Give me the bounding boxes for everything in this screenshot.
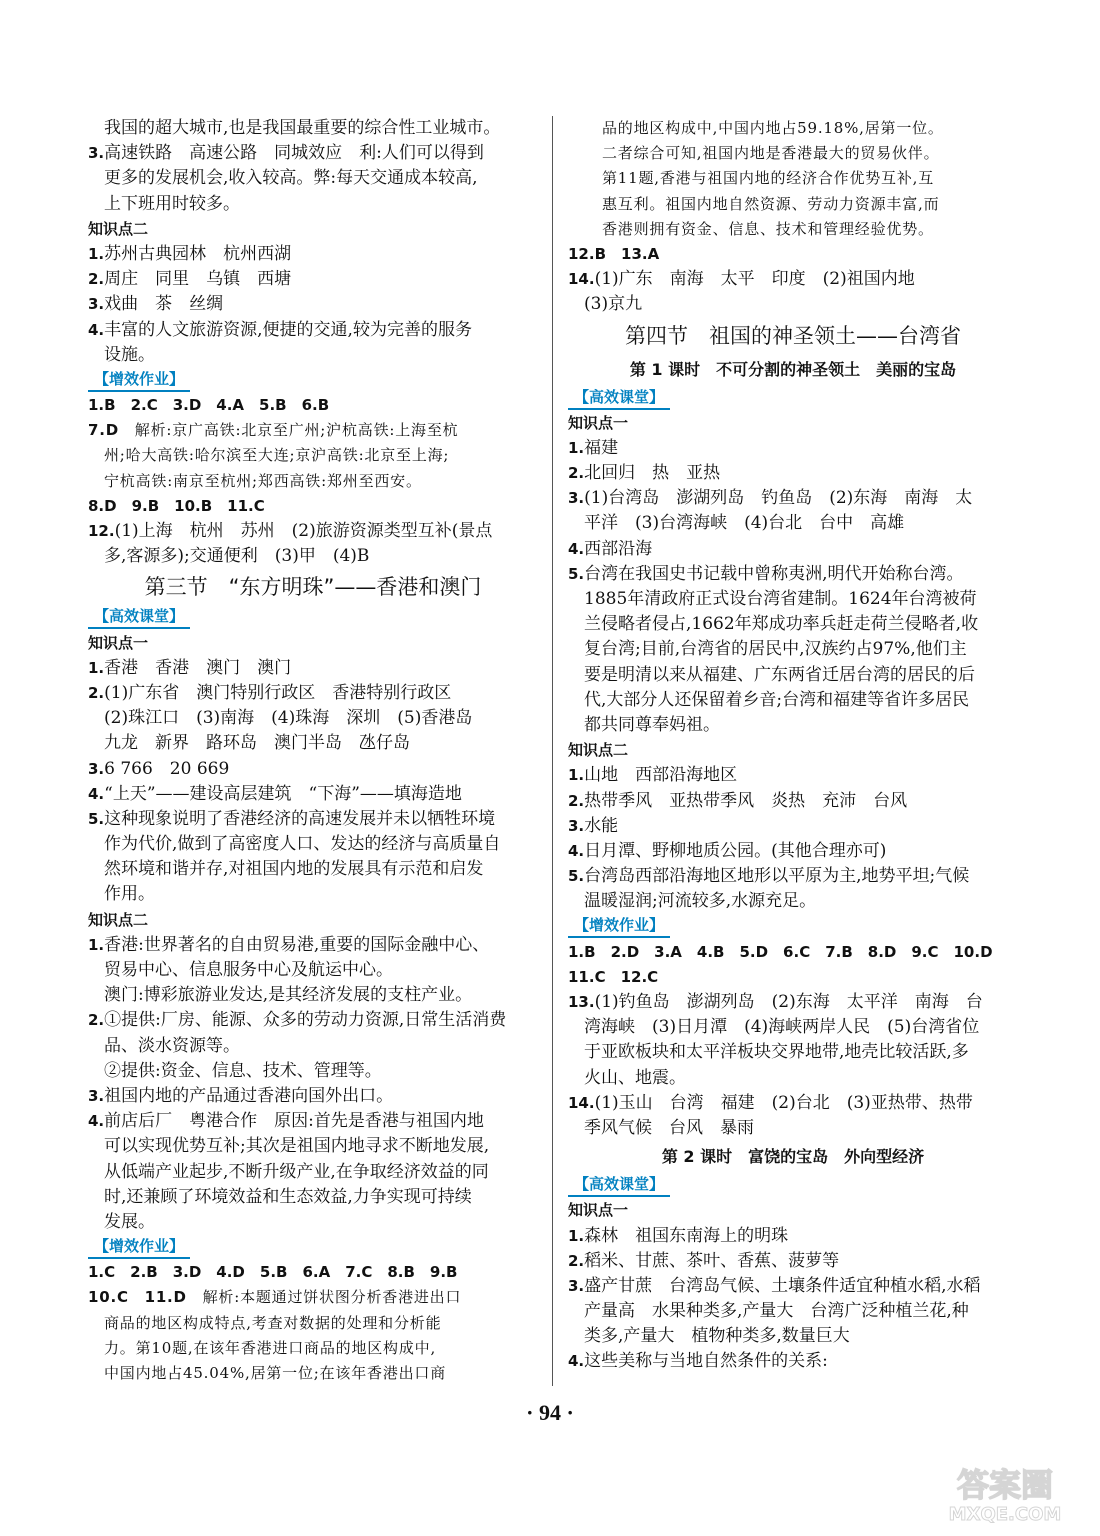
answer-line [568, 814, 1018, 839]
answer-line: 都共同尊奉妈祖。 [584, 714, 720, 735]
section-tag: 【增效作业】 [568, 915, 670, 938]
answer-line: 类多,产量大 植物种类多,数量巨大 [584, 1326, 850, 1347]
question-number: 10.C 11.D [88, 1288, 187, 1307]
answer-line [568, 486, 1018, 511]
answer-line: (3)京九 [584, 294, 643, 315]
answer-text: (1)广东 南海 太平 印度 (2)祖国内地 [594, 269, 915, 290]
answer-text: 前店后厂 粤港合作 原因:首先是香港与祖国内地 [104, 1111, 484, 1132]
answer-line: 火山、地震。 [584, 1067, 686, 1088]
answer-line: 从低端产业起步,不断升级产业,在争取经济效益的同 [104, 1161, 489, 1182]
question-number: 2. [568, 1251, 585, 1270]
answer-text: 香港:世界著名的自由贸易港,重要的国际金融中心、 [104, 934, 490, 955]
answer-line: 时,还兼顾了环境效益和生态效益,力争实现可持续 [104, 1186, 472, 1207]
answer-text: 这种现象说明了香港经济的高速发展并未以牺牲环境 [104, 808, 496, 829]
answer-line: 代,大部分人还保留着乡音;台湾和福建等省许多居民 [584, 689, 970, 710]
answer-line [88, 1008, 538, 1033]
section-tag: 【高效课堂】 [568, 1174, 670, 1197]
answer-line [568, 864, 1018, 889]
answer-line: 发展。 [104, 1211, 155, 1232]
answer-line: 要是明清以来从福建、广东两省迁居台湾的居民的后 [584, 664, 975, 685]
answer-line: 兰侵略者侵占,1662年郑成功率兵赶走荷兰侵略者,收 [584, 614, 979, 635]
answer-line [88, 242, 538, 267]
section-tag-row [88, 1235, 538, 1260]
answer-line: 1885年清政府正式设台湾省建制。1624年台湾被荷 [584, 589, 977, 609]
question-number: 2. [88, 683, 105, 702]
answer-text: (1)钓鱼岛 澎湖列岛 (2)东海 太平洋 南海 台 [594, 992, 983, 1012]
answer-line [88, 1109, 538, 1134]
answer-line [568, 1091, 1018, 1116]
answer-line: 惠互利。祖国内地自然资源、劳动力资源丰富,而 [602, 194, 940, 213]
knowledge-point-heading: 知识点二 [568, 741, 629, 760]
answer-line [88, 267, 538, 292]
lesson-heading: 第 2 课时 富饶的宝岛 外向型经济 [661, 1147, 925, 1167]
lesson-heading: 第 1 课时 不可分割的神圣领土 美丽的宝岛 [629, 359, 957, 379]
right-column [568, 116, 1018, 1375]
answer-line: 作用。 [104, 884, 155, 905]
answer-line: 品、淡水资源等。 [104, 1035, 240, 1056]
answer-line [88, 807, 538, 832]
answer-line: 8.D 9.B 10.B 11.C [88, 496, 265, 515]
answer-text: 盛产甘蔗 台湾岛气候、土壤条件适宜种植水稻,水稻 [584, 1275, 981, 1296]
question-number: 14. [568, 270, 595, 289]
knowledge-point-heading: 知识点一 [568, 413, 629, 432]
left-column [88, 116, 538, 1386]
answer-line: 多,客源多);交通便利 (3)甲 (4)B [104, 546, 370, 567]
answer-text: 稻米、甘蔗、茶叶、香蕉、菠萝等 [584, 1250, 840, 1271]
answer-line [568, 537, 1018, 562]
answer-line: 商品的地区构成特点,考查对数据的处理和分析能 [104, 1313, 442, 1332]
answer-line [568, 461, 1018, 486]
question-number: 3. [568, 489, 585, 508]
section-tag-row [88, 368, 538, 393]
answer-line [568, 1274, 1018, 1299]
answer-line: 1.B 2.D 3.A 4.B 5.D 6.C 7.B 8.D 9.C 10.D [568, 942, 993, 961]
answer-text: 台湾在我国史书记载中曾称夷洲,明代开始称台湾。 [584, 563, 964, 584]
question-number: 1. [88, 244, 105, 263]
answer-line: 温暖湿润;河流较多,水源充足。 [584, 891, 817, 912]
answer-line [88, 782, 538, 807]
answer-line: 11.C 12.C [568, 967, 659, 986]
question-number: 5. [88, 809, 105, 828]
answer-line: 品的地区构成中,中国内地占59.18%,居第一位。 [602, 119, 944, 137]
answer-line: 九龙 新界 路环岛 澳门半岛 氹仔岛 [104, 733, 410, 754]
answer-text: 祖国内地的产品通过香港向国外出口。 [104, 1085, 394, 1106]
section-tag-row [88, 605, 538, 630]
answer-line: 中国内地占45.04%,居第一位;在该年香港出口商 [104, 1364, 447, 1382]
answer-line [88, 757, 538, 782]
answer-text: 日月潭、野柳地质公园。(其他合理亦可) [584, 840, 887, 861]
answer-line [568, 763, 1018, 788]
answer-line: 湾海峡 (3)日月潭 (4)海峡两岸人民 (5)台湾省位 [584, 1017, 980, 1038]
answer-text: 热带季风 亚热带季风 炎热 充沛 台风 [584, 790, 908, 811]
page-number: · 94 · [526, 1400, 574, 1425]
answer-line: 1.B 2.C 3.D 4.A 5.B 6.B [88, 396, 330, 415]
question-number: 3. [88, 1086, 105, 1105]
answer-line: 可以实现优势互补;其次是祖国内地寻求不断地发展, [104, 1136, 490, 1157]
answer-text: 解析:京广高铁:北京至广州;沪杭高铁:上海至杭 [119, 421, 459, 440]
knowledge-point-heading: 知识点二 [88, 219, 149, 238]
question-number: 3. [568, 1276, 585, 1295]
answer-line: 季风气候 台风 暴雨 [584, 1117, 754, 1138]
answer-text: 山地 西部沿海地区 [584, 765, 738, 786]
answer-line: 1.C 2.B 3.D 4.D 5.B 6.A 7.C 8.B 9.B [88, 1263, 458, 1282]
answer-text: 台湾岛西部沿海地区地形以平原为主,地势平坦;气候 [584, 866, 970, 887]
watermark-text-url: MXQE.COM [948, 1504, 1062, 1525]
question-number: 1. [88, 935, 105, 954]
answer-line: 作为代价,做到了高密度人口、发达的经济与高质量自 [104, 834, 501, 855]
answer-line: 于亚欧板块和太平洋板块交界地带,地壳比较活跃,多 [584, 1042, 969, 1063]
question-number: 2. [568, 791, 585, 810]
answer-line [568, 436, 1018, 461]
answer-text: 高速铁路 高速公路 同城效应 利:人们可以得到 [104, 143, 484, 164]
question-number: 4. [88, 784, 105, 803]
answer-line: 平洋 (3)台湾海峡 (4)台北 台中 高雄 [584, 513, 905, 534]
question-number: 1. [568, 438, 585, 457]
question-number: 1. [88, 658, 105, 677]
answer-line [568, 267, 1018, 292]
answer-line [88, 681, 538, 706]
answer-text: (1)广东省 澳门特别行政区 香港特别行政区 [104, 682, 452, 703]
watermark-logo [930, 1458, 1080, 1528]
answer-line: 复台湾;目前,台湾省的居民中,汉族约占97%,他们主 [584, 639, 967, 660]
answer-line: (2)珠江口 (3)南海 (4)珠海 深圳 (5)香港岛 [104, 708, 473, 729]
answer-line: 然环境和谐并存,对祖国内地的发展具有示范和启发 [104, 859, 484, 880]
answer-line [568, 1224, 1018, 1249]
answer-line: 设施。 [104, 344, 155, 365]
section-tag: 【增效作业】 [88, 1236, 190, 1259]
answer-line: 更多的发展机会,收入较高。弊:每天交通成本较高, [104, 168, 478, 189]
answer-line: 澳门:博彩旅游业发达,是其经济发展的支柱产业。 [104, 985, 473, 1006]
watermark-text-main: 答案圈 [956, 1466, 1054, 1504]
question-number: 4. [568, 539, 585, 558]
answer-line [88, 519, 538, 544]
answer-text: 福建 [584, 437, 619, 458]
answer-text: (1)台湾岛 澎湖列岛 钓鱼岛 (2)东海 南海 太 [584, 488, 973, 509]
answer-text: 戏曲 茶 丝绸 [104, 294, 224, 315]
question-number: 3. [88, 144, 105, 163]
section-tag-row [568, 914, 1018, 939]
column-divider [552, 116, 553, 1386]
question-number: 2. [88, 1011, 105, 1030]
answer-line [88, 1084, 538, 1109]
answer-line [88, 318, 538, 343]
knowledge-point-heading: 知识点二 [88, 910, 149, 929]
question-number: 2. [568, 464, 585, 483]
knowledge-point-heading: 知识点一 [88, 633, 149, 652]
answer-text: 丰富的人文旅游资源,便捷的交通,较为完善的服务 [104, 319, 472, 340]
section-heading: 第三节 “东方明珠”——香港和澳门 [144, 575, 482, 600]
answer-text: (1)玉山 台湾 福建 (2)台北 (3)亚热带、热带 [594, 1092, 973, 1113]
answer-line [568, 990, 1018, 1015]
section-tag-row [568, 386, 1018, 411]
answer-line: 州;哈大高铁:哈尔滨至大连;京沪高铁:北京至上海; [104, 446, 450, 465]
question-number: 3. [568, 816, 585, 835]
section-tag-row [568, 1173, 1018, 1198]
section-tag: 【高效课堂】 [88, 606, 190, 629]
question-number: 4. [568, 841, 585, 860]
question-number: 14. [568, 1093, 595, 1112]
answer-line [88, 141, 538, 166]
answer-text: 6 766 20 669 [104, 758, 230, 779]
answer-text: 周庄 同里 乌镇 西塘 [104, 269, 292, 290]
answer-line: 我国的超大城市,也是我国最重要的综合性工业城市。 [104, 118, 501, 138]
answer-text: 水能 [584, 815, 619, 836]
question-number: 4. [88, 1112, 105, 1131]
answer-line: 贸易中心、信息服务中心及航运中心。 [104, 960, 393, 980]
answer-line [88, 933, 538, 958]
answer-text: (1)上海 杭州 苏州 (2)旅游资源类型互补(景点 [114, 521, 493, 541]
question-number: 2. [88, 270, 105, 289]
question-number: 4. [568, 1352, 585, 1371]
answer-line [568, 839, 1018, 864]
answer-text: “上天”——建设高层建筑 “下海”——填海造地 [104, 783, 462, 804]
answer-line [88, 418, 538, 443]
knowledge-point-heading: 知识点一 [568, 1201, 629, 1220]
answer-line [568, 1249, 1018, 1274]
answer-line [568, 789, 1018, 814]
section-tag: 【增效作业】 [88, 369, 190, 392]
question-number: 7.D [88, 421, 119, 440]
question-number: 5. [568, 564, 585, 583]
answer-text: 这些美称与当地自然条件的关系: [584, 1351, 828, 1372]
answer-line: ②提供:资金、信息、技术、管理等。 [104, 1060, 382, 1081]
section-heading: 第四节 祖国的神圣领土——台湾省 [625, 323, 961, 348]
answer-line: 宁杭高铁:南京至杭州;郑西高铁:郑州至西安。 [104, 471, 422, 490]
answer-line: 二者综合可知,祖国内地是香港最大的贸易伙伴。 [602, 144, 940, 163]
question-number: 1. [568, 1226, 585, 1245]
question-number: 1. [568, 766, 585, 785]
answer-line: 12.B 13.A [568, 244, 660, 263]
answer-line: 上下班用时较多。 [104, 193, 240, 214]
answer-line [568, 1349, 1018, 1374]
answer-line: 第11题,香港与祖国内地的经济合作优势互补,互 [602, 169, 935, 188]
answer-text: 西部沿海 [584, 538, 653, 559]
question-number: 3. [88, 295, 105, 314]
answer-text: 解析:本题通过饼状图分析香港进出口 [186, 1288, 462, 1307]
question-number: 3. [88, 759, 105, 778]
answer-line [88, 656, 538, 681]
question-number: 12. [88, 522, 115, 540]
section-tag: 【高效课堂】 [568, 387, 670, 410]
question-number: 5. [568, 867, 585, 886]
answer-text: 森林 祖国东南海上的明珠 [584, 1225, 789, 1246]
answer-line [88, 292, 538, 317]
answer-line [568, 562, 1018, 587]
answer-text: ①提供:厂房、能源、众多的劳动力资源,日常生活消费 [104, 1010, 507, 1031]
answer-line [88, 1285, 538, 1310]
answer-text: 香港 香港 澳门 澳门 [104, 657, 292, 678]
answer-line: 香港则拥有资金、信息、技术和管理经验优势。 [602, 219, 934, 238]
answer-line: 产量高 水果种类多,产量大 台湾广泛种植兰花,种 [584, 1301, 969, 1322]
answer-text: 北回归 热 亚热 [584, 463, 721, 484]
question-number: 4. [88, 320, 105, 339]
question-number: 13. [568, 993, 595, 1011]
answer-text: 苏州古典园林 杭州西湖 [104, 243, 292, 264]
answer-line: 力。第10题,在该年香港进口商品的地区构成中, [104, 1338, 437, 1357]
